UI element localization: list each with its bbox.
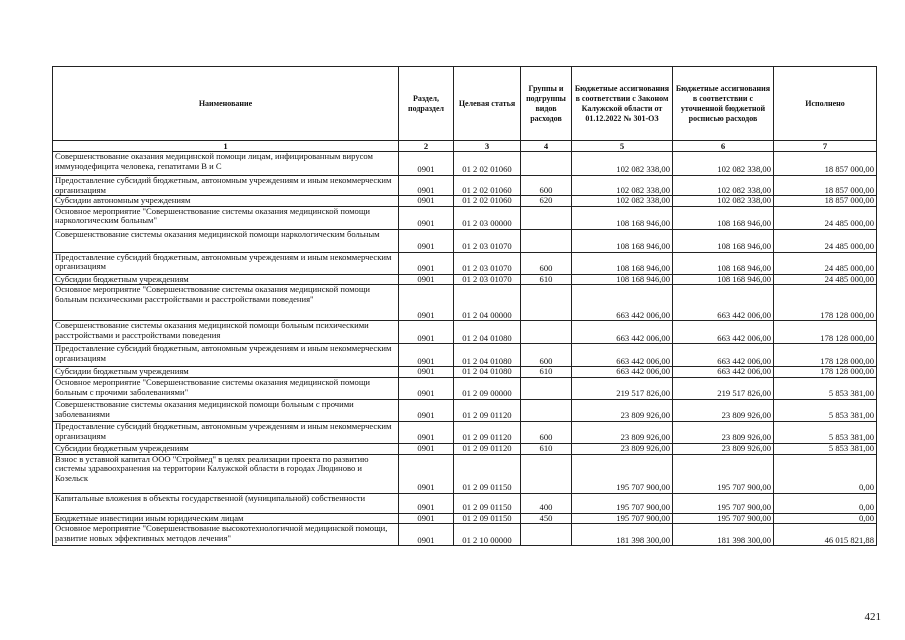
row-section: 0901 — [399, 252, 454, 274]
budget-table — [52, 66, 877, 546]
row-law-amount: 108 168 946,00 — [572, 274, 673, 285]
row-target: 01 2 09 01120 — [454, 443, 521, 454]
row-target: 01 2 03 01070 — [454, 252, 521, 274]
row-law-amount: 195 707 900,00 — [572, 454, 673, 493]
row-target: 01 2 04 01080 — [454, 367, 521, 378]
row-target: 01 2 02 01060 — [454, 152, 521, 176]
row-name: Основное мероприятие "Совершенствование системы оказания медицинской помощи больным психическими расстройствами и расстройствами поведения" — [53, 285, 399, 321]
table-row — [53, 321, 877, 344]
row-name: Основное мероприятие "Совершенствование системы оказания медицинской помощи больным с прочими заболеваниями" — [53, 377, 399, 399]
row-section: 0901 — [399, 377, 454, 399]
row-law-amount: 23 809 926,00 — [572, 399, 673, 421]
row-section: 0901 — [399, 229, 454, 252]
row-group: 400 — [521, 493, 572, 513]
row-target: 01 2 04 01080 — [454, 344, 521, 367]
row-name: Совершенствование системы оказания медицинской помощи больным психическими расстройствами и расстройствами поведения — [53, 321, 399, 344]
row-law-amount: 102 082 338,00 — [572, 176, 673, 196]
row-section: 0901 — [399, 344, 454, 367]
row-section: 0901 — [399, 321, 454, 344]
table-row — [53, 206, 877, 229]
row-group: 600 — [521, 344, 572, 367]
col-number: 6 — [673, 141, 774, 152]
row-group: 610 — [521, 274, 572, 285]
row-law-amount: 195 707 900,00 — [572, 493, 673, 513]
col-header-groups: Группы и подгруппы видов расходов — [521, 67, 572, 141]
row-target: 01 2 02 01060 — [454, 196, 521, 207]
row-section: 0901 — [399, 443, 454, 454]
row-executed-amount: 24 485 000,00 — [774, 252, 877, 274]
row-law-amount: 23 809 926,00 — [572, 421, 673, 443]
table-row — [53, 229, 877, 252]
row-specified-amount: 108 168 946,00 — [673, 252, 774, 274]
row-section: 0901 — [399, 367, 454, 378]
row-name: Взнос в уставной капитал ООО "Строймед" в целях реализации проекта по развитию системы здравоохранения на территории Калужской области в городах Людиново и Козельск — [53, 454, 399, 493]
row-law-amount: 663 442 006,00 — [572, 367, 673, 378]
table-row — [53, 367, 877, 378]
row-section: 0901 — [399, 524, 454, 546]
row-target: 01 2 09 01120 — [454, 399, 521, 421]
row-name: Субсидии бюджетным учреждениям — [53, 443, 399, 454]
row-target: 01 2 10 00000 — [454, 524, 521, 546]
row-executed-amount: 46 015 821,88 — [774, 524, 877, 546]
row-name: Предоставление субсидий бюджетным, автономным учреждениям и иным некоммерческим организациям — [53, 252, 399, 274]
row-group — [521, 399, 572, 421]
row-law-amount: 23 809 926,00 — [572, 443, 673, 454]
row-name: Совершенствование системы оказания медицинской помощи больным с прочими заболеваниями — [53, 399, 399, 421]
row-executed-amount: 178 128 000,00 — [774, 344, 877, 367]
row-section: 0901 — [399, 421, 454, 443]
table-row — [53, 152, 877, 176]
row-specified-amount: 663 442 006,00 — [673, 321, 774, 344]
row-target: 01 2 04 00000 — [454, 285, 521, 321]
row-law-amount: 108 168 946,00 — [572, 252, 673, 274]
row-group: 600 — [521, 421, 572, 443]
table-row — [53, 513, 877, 524]
row-specified-amount: 195 707 900,00 — [673, 454, 774, 493]
col-number: 1 — [53, 141, 399, 152]
row-group — [521, 152, 572, 176]
col-header-section: Раздел, подраздел — [399, 67, 454, 141]
row-section: 0901 — [399, 454, 454, 493]
row-group: 600 — [521, 252, 572, 274]
row-name: Основное мероприятие "Совершенствование высокотехнологичной медицинской помощи, развитие новых эффективных методов лечения" — [53, 524, 399, 546]
col-header-target: Целевая статья — [454, 67, 521, 141]
row-name: Совершенствование системы оказания медицинской помощи наркологическим больным — [53, 229, 399, 252]
row-law-amount: 108 168 946,00 — [572, 206, 673, 229]
row-group — [521, 229, 572, 252]
row-target: 01 2 09 01150 — [454, 513, 521, 524]
row-target: 01 2 09 01120 — [454, 421, 521, 443]
row-target: 01 2 04 01080 — [454, 321, 521, 344]
row-executed-amount: 178 128 000,00 — [774, 285, 877, 321]
row-specified-amount: 195 707 900,00 — [673, 513, 774, 524]
row-executed-amount: 24 485 000,00 — [774, 229, 877, 252]
row-group — [521, 377, 572, 399]
row-name: Предоставление субсидий бюджетным, автономным учреждениям и иным некоммерческим организациям — [53, 421, 399, 443]
table-body — [53, 152, 877, 546]
col-number: 7 — [774, 141, 877, 152]
row-section: 0901 — [399, 513, 454, 524]
row-specified-amount: 195 707 900,00 — [673, 493, 774, 513]
row-group — [521, 285, 572, 321]
column-number-row — [53, 141, 877, 152]
row-law-amount: 181 398 300,00 — [572, 524, 673, 546]
col-header-executed: Исполнено — [774, 67, 877, 141]
table-row — [53, 421, 877, 443]
row-law-amount: 102 082 338,00 — [572, 152, 673, 176]
table-row — [53, 344, 877, 367]
row-group — [521, 454, 572, 493]
row-executed-amount: 5 853 381,00 — [774, 377, 877, 399]
table-row — [53, 454, 877, 493]
row-name: Бюджетные инвестиции иным юридическим лицам — [53, 513, 399, 524]
row-name: Субсидии бюджетным учреждениям — [53, 274, 399, 285]
row-specified-amount: 108 168 946,00 — [673, 229, 774, 252]
row-executed-amount: 18 857 000,00 — [774, 176, 877, 196]
row-specified-amount: 663 442 006,00 — [673, 344, 774, 367]
table-row — [53, 176, 877, 196]
row-executed-amount: 178 128 000,00 — [774, 367, 877, 378]
row-executed-amount: 18 857 000,00 — [774, 196, 877, 207]
row-law-amount: 663 442 006,00 — [572, 344, 673, 367]
row-executed-amount: 0,00 — [774, 454, 877, 493]
table-row — [53, 285, 877, 321]
row-specified-amount: 102 082 338,00 — [673, 196, 774, 207]
row-executed-amount: 24 485 000,00 — [774, 274, 877, 285]
row-target: 01 2 03 00000 — [454, 206, 521, 229]
row-target: 01 2 09 01150 — [454, 493, 521, 513]
row-section: 0901 — [399, 285, 454, 321]
row-group — [521, 321, 572, 344]
row-specified-amount: 663 442 006,00 — [673, 367, 774, 378]
row-executed-amount: 5 853 381,00 — [774, 443, 877, 454]
row-specified-amount: 23 809 926,00 — [673, 443, 774, 454]
table-row — [53, 274, 877, 285]
table-row — [53, 524, 877, 546]
row-group: 610 — [521, 367, 572, 378]
col-number: 2 — [399, 141, 454, 152]
row-specified-amount: 219 517 826,00 — [673, 377, 774, 399]
table-row — [53, 252, 877, 274]
table-row — [53, 196, 877, 207]
row-specified-amount: 663 442 006,00 — [673, 285, 774, 321]
page-number: 421 — [864, 611, 881, 623]
row-group: 450 — [521, 513, 572, 524]
row-executed-amount: 0,00 — [774, 493, 877, 513]
row-name: Предоставление субсидий бюджетным, автономным учреждениям и иным некоммерческим организациям — [53, 344, 399, 367]
row-law-amount: 219 517 826,00 — [572, 377, 673, 399]
row-specified-amount: 181 398 300,00 — [673, 524, 774, 546]
row-group: 620 — [521, 196, 572, 207]
table-row — [53, 443, 877, 454]
row-executed-amount: 18 857 000,00 — [774, 152, 877, 176]
row-section: 0901 — [399, 206, 454, 229]
row-group — [521, 206, 572, 229]
col-number: 5 — [572, 141, 673, 152]
row-name: Предоставление субсидий бюджетным, автономным учреждениям и иным некоммерческим организациям — [53, 176, 399, 196]
row-section: 0901 — [399, 493, 454, 513]
row-law-amount: 108 168 946,00 — [572, 229, 673, 252]
row-name: Субсидии бюджетным учреждениям — [53, 367, 399, 378]
row-specified-amount: 102 082 338,00 — [673, 176, 774, 196]
row-section: 0901 — [399, 196, 454, 207]
row-target: 01 2 02 01060 — [454, 176, 521, 196]
row-section: 0901 — [399, 399, 454, 421]
row-executed-amount: 5 853 381,00 — [774, 421, 877, 443]
col-number: 4 — [521, 141, 572, 152]
row-specified-amount: 108 168 946,00 — [673, 274, 774, 285]
col-header-specified: Бюджетные ассигнования в соответствии с уточненной бюджетной росписью расходов — [673, 67, 774, 141]
row-law-amount: 102 082 338,00 — [572, 196, 673, 207]
row-executed-amount: 24 485 000,00 — [774, 206, 877, 229]
header-row — [53, 67, 877, 141]
col-header-law: Бюджетные ассигнования в соответствии с Законом Калужской области от 01.12.2022 № 301-ОЗ — [572, 67, 673, 141]
col-header-name: Наименование — [53, 67, 399, 141]
row-target: 01 2 09 01150 — [454, 454, 521, 493]
row-name: Капитальные вложения в объекты государственной (муниципальной) собственности — [53, 493, 399, 513]
row-name: Основное мероприятие "Совершенствование системы оказания медицинской помощи наркологическим больным" — [53, 206, 399, 229]
table-row — [53, 399, 877, 421]
row-group — [521, 524, 572, 546]
row-target: 01 2 03 01070 — [454, 274, 521, 285]
row-specified-amount: 23 809 926,00 — [673, 421, 774, 443]
table-row — [53, 493, 877, 513]
row-section: 0901 — [399, 152, 454, 176]
row-executed-amount: 5 853 381,00 — [774, 399, 877, 421]
row-law-amount: 663 442 006,00 — [572, 321, 673, 344]
row-name: Субсидии автономным учреждениям — [53, 196, 399, 207]
row-target: 01 2 03 01070 — [454, 229, 521, 252]
row-executed-amount: 0,00 — [774, 513, 877, 524]
row-target: 01 2 09 00000 — [454, 377, 521, 399]
row-law-amount: 195 707 900,00 — [572, 513, 673, 524]
col-number: 3 — [454, 141, 521, 152]
row-group: 600 — [521, 176, 572, 196]
row-executed-amount: 178 128 000,00 — [774, 321, 877, 344]
row-law-amount: 663 442 006,00 — [572, 285, 673, 321]
table-row — [53, 377, 877, 399]
row-section: 0901 — [399, 274, 454, 285]
row-specified-amount: 108 168 946,00 — [673, 206, 774, 229]
row-name: Совершенствование оказания медицинской помощи лицам, инфицированным вирусом иммунодефицита человека, гепатитами В и С — [53, 152, 399, 176]
row-specified-amount: 102 082 338,00 — [673, 152, 774, 176]
row-group: 610 — [521, 443, 572, 454]
row-specified-amount: 23 809 926,00 — [673, 399, 774, 421]
row-section: 0901 — [399, 176, 454, 196]
